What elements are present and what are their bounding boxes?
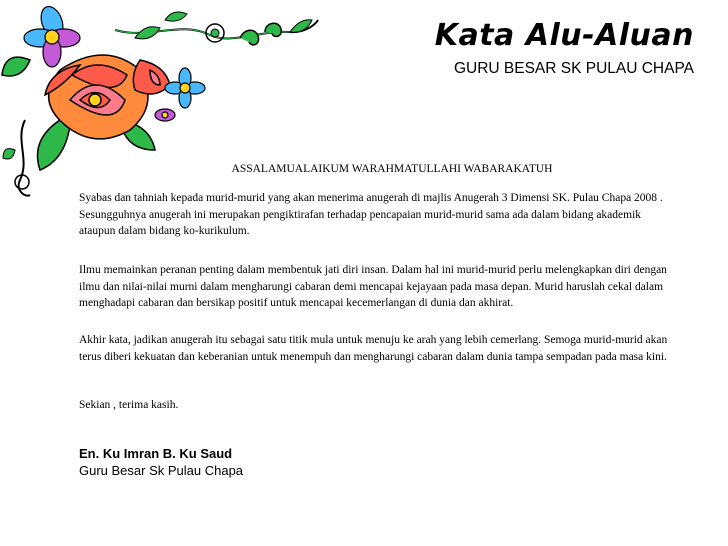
greeting-line: ASSALAMUALAIKUM WARAHMATULLAHI WABARAKATUH xyxy=(231,163,553,175)
signature-title: Guru Besar Sk Pulau Chapa xyxy=(79,463,244,478)
page-title: Kata Alu-Aluan xyxy=(434,18,694,53)
closing-line: Sekian , terima kasih. xyxy=(79,399,179,411)
paragraph-1: Syabas dan tahniah kepada murid-murid yang akan menerima anugerah di majlis Anugerah 3 Dimensi SK. Pulau Chapa 2008 . Sesungguhnya anugerah ini merupakan pengiktirafan terhadap pencapaian murid-murid sama ada dalam bidang akademik ataupun dalam bidang ko-kurikulum. xyxy=(79,192,663,237)
paragraph-3: Akhir kata, jadikan anugerah itu sebagai satu titik mula untuk menuju ke arah yang lebih cemerlang. Semoga murid-murid akan terus diberi kekuatan dan keberanian untuk menempuh dan mengharungi cabaran dalam dunia tampa sempadan pada masa kini. xyxy=(79,334,668,363)
page-subtitle: GURU BESAR SK PULAU CHAPA xyxy=(453,60,694,77)
paragraph-2: Ilmu memainkan peranan penting dalam membentuk jati diri insan. Dalam hal ini murid-murid perlu melengkapkan diri dengan ilmu dan nilai-nilai murni dalam mengharungi cabaran demi mencapai kejayaan pada masa depan. Murid haruslah cekal dalam menghadapi cabaran dan bersikap positif untuk mencapai kecemerlangan di dunia dan akhirat. xyxy=(79,264,667,309)
signature-name: En. Ku Imran B. Ku Saud xyxy=(79,446,233,461)
